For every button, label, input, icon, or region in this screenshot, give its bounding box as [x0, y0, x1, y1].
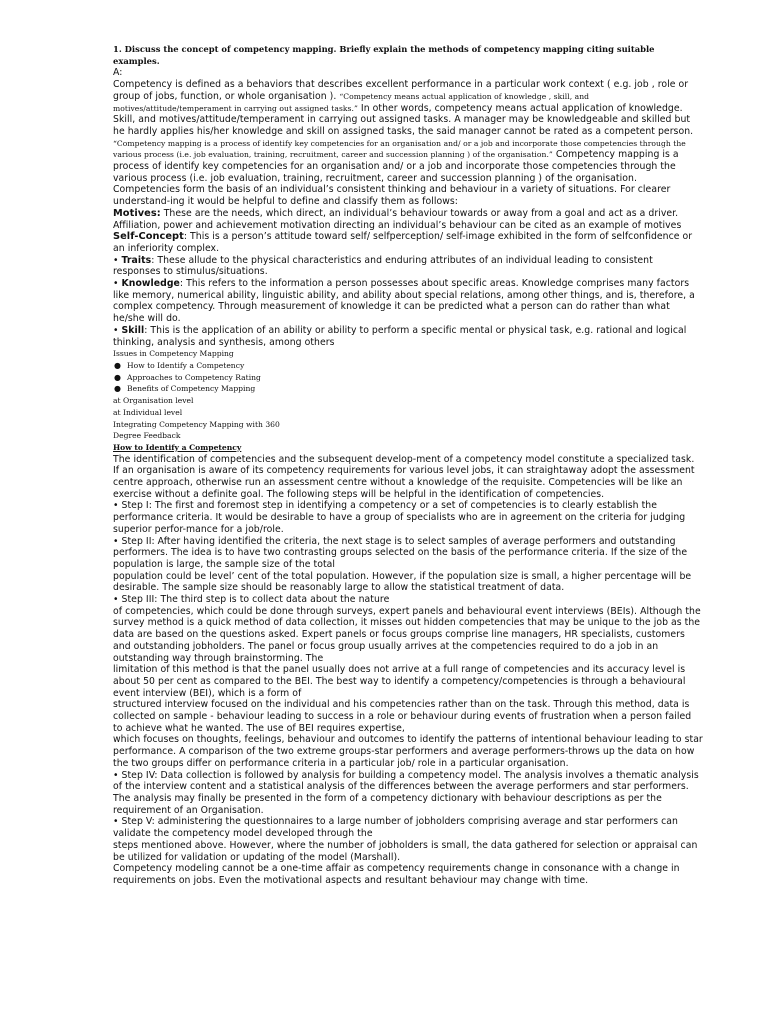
list-item: [113, 383, 703, 395]
step-3-part-a: • Step III: The third step is to collect data about the nature: [113, 594, 390, 606]
knowledge-text: : This refers to the information a person possesses about specific areas. Knowledge comprises many factors like memory, numerical ability, linguistic ability, and ability about special relations, among other things, and is, therefore, a complex competency. Through measurement of knowledge it can be predicted what a person can do rather than what he/she will do.: [113, 278, 695, 325]
competency-quote: “Competency means actual application of knowledge , skill, and motives/attitude/temperament in carrying out assigned tasks.”: [113, 91, 590, 113]
bullet-icon: ●: [114, 360, 121, 370]
self-concept-text: : This is a person’s attitude toward self/ selfperception/ self-image exhibited in the form of selfconfidence or an inferiority complex.: [113, 231, 693, 254]
motives-term: Motives:: [113, 207, 161, 219]
intro-paragraph: [113, 79, 703, 208]
step-3-part-c: limitation of this method is that the panel usually does not arrive at a full range of competencies and its accuracy level is about 50 per cent as compared to the BEI. The best way to identify a competency/competencies is through a behavioural event interview (BEI), which is a form of: [113, 664, 686, 699]
skill-term: Skill: [121, 324, 145, 336]
question-heading: 1. Discuss the concept of competency mapping. Briefly explain the methods of competency mapping citing suitable examples.: [113, 44, 655, 66]
step-3-part-b: of competencies, which could be done through surveys, expert panels and behavioural event interviews (BEIs). Although the survey method is a quick method of data collection, it misses out hidden competencies that may be unique to the job as the data are based on the questions asked. Expert panels or focus groups comprise line managers, HR specialists, customers and outstanding jobholders. The panel or focus group usually arrives at the competencies required to do a job in an outstanding way through brainstorming. The: [113, 605, 701, 664]
list-item-label: Approaches to Competency Rating: [127, 372, 261, 382]
skill-text: : This is the application of an ability or ability to perform a specific mental or physical task, e.g. rational and logical thinking, analysis and synthesis, among others: [113, 324, 687, 348]
skill-bullet: •: [113, 324, 122, 336]
bullet-icon: ●: [114, 384, 121, 394]
step-3-part-d: structured interview focused on the individual and his competencies rather than on the task. Through this method, data is collected on sample - behaviour leading to success in a role or behaviour during events of frustration when a person failed to achieve what he wanted. The use of BEI requires expertise,: [113, 699, 692, 734]
traits-definition: [113, 255, 703, 278]
list-item-label: Benefits of Competency Mapping: [127, 384, 256, 394]
closing-paragraph: Competency modeling cannot be a one-time affair as competency requirements change in consonance with a change in requirements on jobs. Even the motivational aspects and resultant behaviour may change with time.: [113, 863, 680, 886]
answer-label: A:: [113, 67, 123, 79]
issues-line: at Individual level: [113, 407, 183, 417]
step-1: • Step I: The first and foremost step in identifying a competency or a set of competencies is to clearly establish the performance criteria. It would be desirable to have a group of specialists who are in agreement on the criteria for judging superior perfor-mance for a job/role.: [113, 500, 686, 535]
step-4: • Step IV: Data collection is followed by analysis for building a competency model. The analysis involves a thematic analysis of the interview content and a statistical analysis of the differences between the average performers and star performers. The analysis may finally be presented in the form of a competency dictionary with behaviour descriptions as per the requirement of an Organisation.: [113, 769, 699, 816]
document-page: [113, 44, 703, 887]
motives-text: These are the needs, which direct, an individual’s behaviour towards or away from a goal and act as a driver. Affiliation, power and achievement motivation directing an individual’s behaviour can be cited as an example of motives: [113, 207, 682, 231]
issues-title: Issues in Competency Mapping: [113, 349, 234, 359]
self-concept-definition: [113, 231, 703, 254]
step-5-part-a: • Step V: administering the questionnaires to a large number of jobholders comprising average and star performers can validate the competency model developed through the: [113, 816, 678, 840]
step-2-part-b: population could be level’ cent of the total population. However, if the population size is small, a higher percentage will be desirable. The sample size should be reasonably large to allow the statistical treatment of data.: [113, 570, 692, 594]
knowledge-term: Knowledge: [121, 278, 180, 290]
issues-line: Integrating Competency Mapping with 360: [113, 419, 280, 429]
self-concept-term: Self-Concept: [113, 231, 184, 243]
intro-text-2: In other words, competency means actual application of knowledge. Skill, and motives/attitude/temperament in carrying out assigned tasks. A manager may be knowledgeable and skilled but he hardly applies his/her knowledge and skill on assigned tasks, the said manager cannot be rated as a competent person.: [113, 102, 694, 137]
issues-line: at Organisation level: [113, 396, 194, 406]
section-paragraph: The identification of competencies and the subsequent develop-ment of a competency model constitute a specialized task. If an organisation is aware of its competency requirements for various level jobs, it can straightaway adopt the assessment centre approach, otherwise run an assessment centre without a knowledge of the requisite. Competencies will be like an exercise without a definite goal. The following steps will be helpful in the identification of competencies.: [113, 453, 695, 500]
skill-definition: [113, 325, 703, 348]
list-item: [113, 360, 703, 372]
knowledge-bullet: •: [113, 278, 122, 290]
mapping-quote: “Competency mapping is a process of identify key competencies for an organisation and/ or a job and incorporate those competencies through the various process (i.e. job evaluation, training, recruitment, career and succession planning ) of the organisation.”: [113, 138, 686, 160]
list-item-label: How to Identify a Competency: [127, 360, 245, 370]
knowledge-definition: [113, 278, 703, 325]
step-2-part-a: • Step II: After having identified the criteria, the next stage is to select samples of average performers and outstanding performers. The idea is to have two contrasting groups selected on the basis of the performance criteria. If the size of the population is large, the sample size of the total: [113, 535, 688, 570]
traits-bullet: •: [113, 254, 122, 266]
issues-line: Degree Feedback: [113, 431, 181, 441]
intro-text-3: Competency mapping is a process of identify key competencies for an organisation and/ or a job and incorporate those competencies through the various process (i.e. job evaluation, training, recruitment, career and succession planning ) of the organisation. Competencies form the basis of an individual’s consistent thinking and behaviour in a variety of situations. For clearer understand-ing it would be helpful to define and classify them as follows:: [113, 149, 679, 208]
bullet-icon: ●: [114, 372, 121, 382]
step-3-part-e: which focuses on thoughts, feelings, behaviour and outcomes to identify the patterns of intentional behaviour leading to star performance. A comparison of the two extreme groups-star performers and average performers-throws up the data on how the two groups differ on performance criteria in a particular job/ role in a particular organisation.: [113, 734, 703, 769]
traits-term: Traits: [121, 254, 152, 266]
motives-definition: [113, 208, 703, 231]
list-item: [113, 372, 703, 384]
step-5-part-b: steps mentioned above. However, where the number of jobholders is small, the data gathered for selection or appraisal can be utilized for validation or updating of the model (Marshall).: [113, 839, 698, 863]
section-heading: How to Identify a Competency: [113, 442, 242, 452]
traits-text: : These allude to the physical characteristics and enduring attributes of an individual leading to consistent responses to stimulus/situations.: [113, 254, 653, 278]
intro-text-1: Competency is defined as a behaviors that describes excellent performance in a particular work context ( e.g. job , role or group of jobs, function, or whole organisation ).: [113, 79, 689, 102]
